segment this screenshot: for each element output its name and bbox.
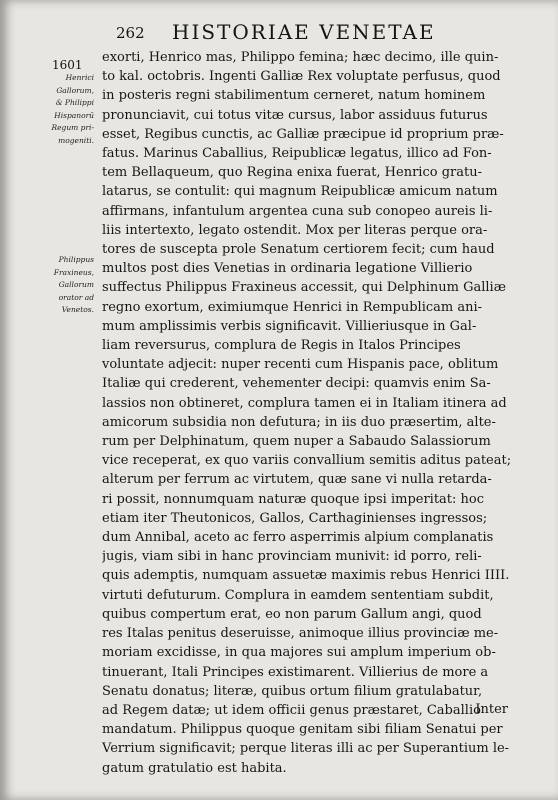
margin-note-line: Fraxineus, <box>53 267 94 277</box>
text-line: liis intertexto, legato ostendit. Mox per literas perque ora- <box>102 222 488 238</box>
text-line: fatus. Marinus Caballius, Reipublicæ legatus, illico ad Fon- <box>102 146 492 162</box>
body-text <box>102 48 542 778</box>
text-line: exorti, Henrico mas, Philippo femina; hæc decimo, ille quin- <box>102 50 499 65</box>
margin-note <box>50 72 94 147</box>
text-line: amicorum subsidia non defutura; in iis duo præsertim, alte- <box>102 414 496 430</box>
margin-note-line: Venetos. <box>61 305 94 314</box>
margin-note-line: & Philippi <box>55 98 94 107</box>
catchword: Inter <box>475 702 508 717</box>
text-line: Italiæ qui crederent, vehementer decipi: quamvis enim Sa- <box>102 376 491 392</box>
text-line: Verrium significavit; perque literas illi ac per Superantium le- <box>102 741 510 757</box>
text-line: quibus compertum erat, eo non parum Gallum angi, quod <box>102 606 482 622</box>
margin-note-line: Hispanorū <box>54 110 94 120</box>
margin-note-line: mogeniti. <box>58 135 94 145</box>
margin-note-line: Gallorum <box>58 280 94 289</box>
text-line: ri possit, nonnumquam naturæ quoque ipsi imperitat: hoc <box>102 491 485 507</box>
text-line: tem Bellaqueum, quo Regina enixa fuerat, Henrico gratu- <box>102 165 482 181</box>
page-header <box>102 18 542 44</box>
text-line: moriam excidisse, in qua majores sui amplum imperium ob- <box>102 645 496 661</box>
text-line: ad Regem datæ; ut idem officii genus præstaret, Caballio <box>102 702 481 718</box>
text-line: virtuti defuturum. Complura in eamdem sententiam subdit, <box>102 587 494 603</box>
text-line: voluntate adjecit: nuper recenti cum Hispanis pace, oblitum <box>102 357 499 373</box>
margin-note <box>50 254 94 317</box>
text-line: rum per Delphinatum, quem nuper a Sabaudo Salassiorum <box>102 434 491 450</box>
text-line: etiam iter Theutonicos, Gallos, Carthaginienses ingressos; <box>102 510 488 526</box>
text-line: jugis, viam sibi in hanc provinciam munivit: id porro, reli- <box>102 549 482 565</box>
text-line: affirmans, infantulum argentea cuna sub conopeo aureis li- <box>102 203 493 219</box>
text-line: liam reversurus, complura de Regis in Italos Principes <box>102 338 461 354</box>
text-line: dum Annibal, aceto ac ferro asperrimis alpium complanatis <box>102 530 494 546</box>
text-line: regno exortum, eximiumque Henrici in Rempublicam ani- <box>102 299 483 315</box>
text-line: in posteris regni stabilimentum cerneret, natum hominem <box>102 88 486 104</box>
text-line: latarus, se contulit: qui magnum Reipublicæ amicum natum <box>102 184 498 200</box>
text-line: tores de suscepta prole Senatum certiorem fecit; cum haud <box>102 242 495 258</box>
text-line: tinuerant, Itali Principes existimarent. Villierius de more a <box>102 664 489 680</box>
text-line: mandatum. Philippus quoque genitam sibi filiam Senatui per <box>102 722 503 738</box>
text-line: gatum gratulatio est habita. <box>102 760 287 776</box>
margin-note-line: orator ad <box>58 292 94 302</box>
text-line: res Italas penitus deseruisse, animoque illius provinciæ me- <box>102 626 499 642</box>
text-line: multos post dies Venetias in ordinaria legatione Villierio <box>102 261 473 277</box>
text-line: suffectus Philippus Fraxineus accessit, qui Delphinum Galliæ <box>102 280 506 296</box>
text-line: quis ademptis, numquam assuetæ maximis rebus Henrici IIII. <box>102 568 510 584</box>
text-line: to kal. octobris. Ingenti Galliæ Rex voluptate perfusus, quod <box>102 69 501 85</box>
text-line: esset, Regibus cunctis, ac Galliæ præcipue id proprium præ- <box>102 126 504 142</box>
text-line: pronunciavit, cui totus vitæ cursus, labor assiduus futurus <box>102 107 488 123</box>
margin-note-line: Henrici <box>65 73 94 82</box>
margin-note-line: Regum pri- <box>51 123 94 132</box>
text-line: Senatu donatus; literæ, quibus ortum filium gratulabatur, <box>102 683 483 699</box>
text-line: lassios non obtineret, complura tamen ei in Italiam itinera ad <box>102 395 507 411</box>
text-line: vice receperat, ex quo variis convallium semitis aditus pateat; <box>102 453 512 469</box>
text-line: mum amplissimis verbis significavit. Villieriusque in Gal- <box>102 318 477 334</box>
margin-year: 1601 <box>52 58 83 72</box>
margin-note-line: Philippus <box>58 255 94 264</box>
margin-note-line: Gallorum, <box>56 85 94 95</box>
running-title: HISTORIAE VENETAE <box>172 20 436 44</box>
text-line: alterum per ferrum ac virtutem, quæ sane vi nulla retarda- <box>102 472 492 488</box>
page-number: 262 <box>116 24 145 42</box>
